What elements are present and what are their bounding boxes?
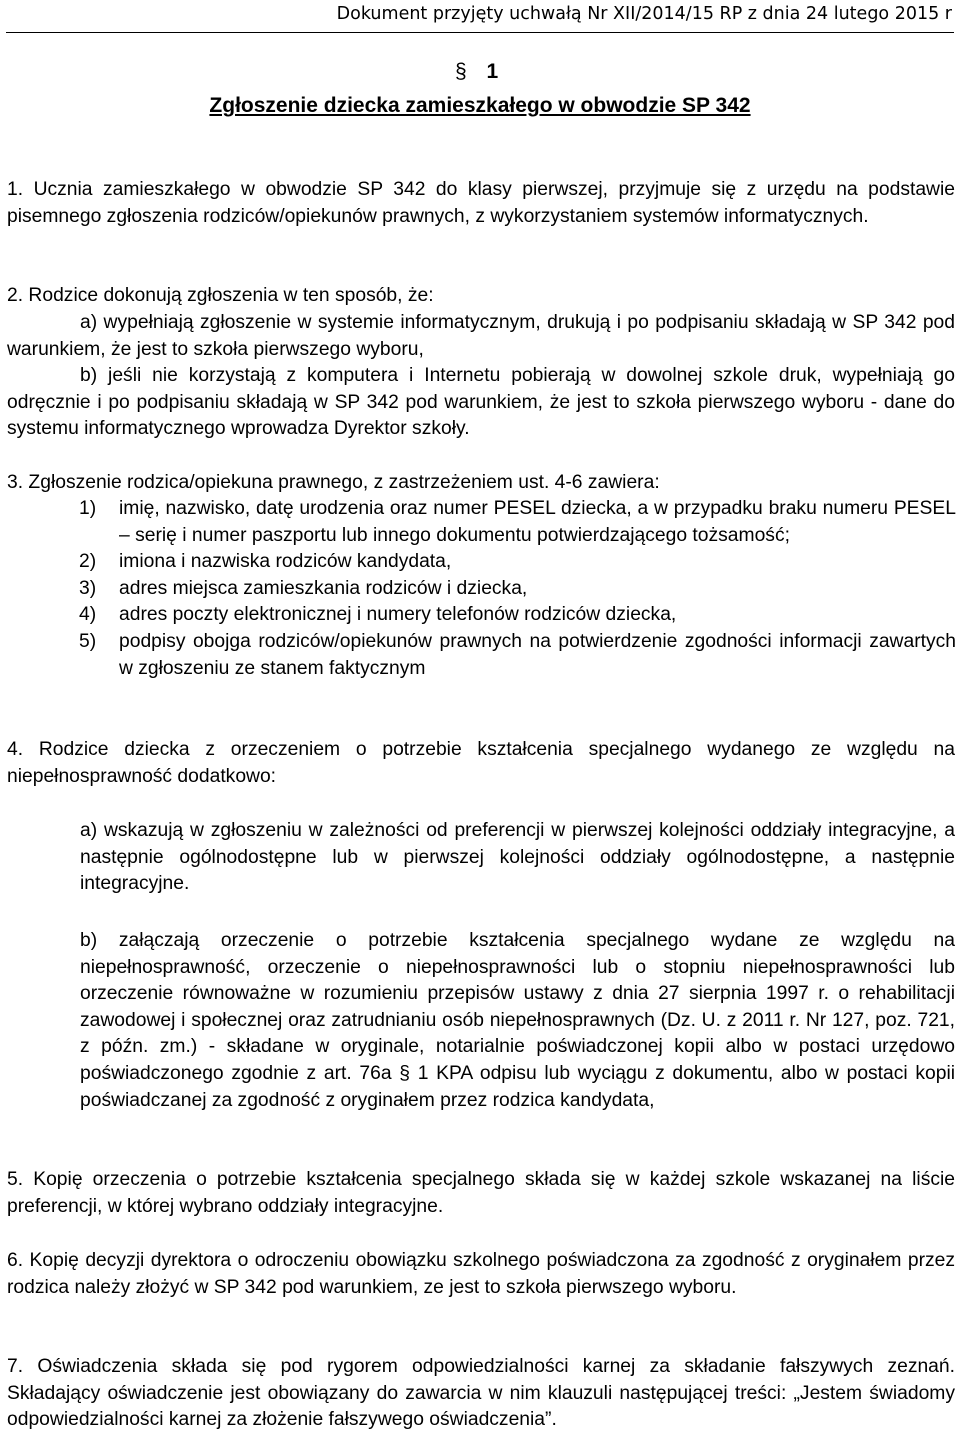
header-divider — [6, 32, 954, 33]
paragraph-5: 5. Kopię orzeczenia o potrzebie kształcenia specjalnego składa się w każdej szkole wskazanej na liście preferencji, w której wybrano oddziały integracyjne. — [7, 1169, 955, 1217]
list-item-number: 2) — [79, 551, 97, 573]
paragraph-7: 7. Oświadczenia składa się pod rygorem odpowiedzialności karnej za składanie fałszywych zeznań. Składający oświadczenie jest obowiązany do zawarcia w nim klauzuli następującej treści: „Jestem świadomy odpowiedzialności karnej za złożenie fałszywego oświadczenia”. — [7, 1356, 955, 1431]
list-item — [79, 629, 956, 682]
paragraph-3-intro: 3. Zgłoszenie rodzica/opiekuna prawnego, z zastrzeżeniem ust. 4-6 zawiera: — [7, 472, 660, 493]
paragraph-4-intro: 4. Rodzice dziecka z orzeczeniem o potrzebie kształcenia specjalnego wydanego ze względu na niepełnosprawność dodatkowo: — [7, 739, 955, 787]
list-item — [79, 576, 956, 603]
section-number: 1 — [486, 60, 499, 83]
paragraph-4-b-part1: b) załączają orzeczenie o potrzebie kształcenia specjalnego wydane ze względu na niepełnosprawność, orzeczenie o niepełnosprawności lub o stopniu niepełnosprawności lub orzeczenie równoważne w rozumieniu przepisów ustawy z dnia 27 sierpnia 1997 r. o rehabilitacji zawodowej i społecznej oraz zatrudnianiu osób niepełnosprawnych (Dz. U. z 2011 r. Nr 127, poz. 721, z późn. zm.) - składane w oryginale, notarialnie poświadczonej kopii albo w postaci urzędowo poświadczonego zgodnie z art. 76a — [80, 930, 955, 1084]
document-title: Zgłoszenie dziecka zamieszkałego w obwodzie SP 342 — [209, 94, 751, 117]
list-item-text: adres poczty elektronicznej i numery telefonów rodziców dziecka, — [119, 604, 677, 626]
paragraph-4-a: a) wskazują w zgłoszeniu w zależności od preferencji w pierwszej kolejności oddziały integracyjne, a następnie ogólnodostępne lub w pierwszej kolejności oddziały ogólnodostępne, a następnie integracyjne. — [80, 820, 955, 895]
section-mark: § — [455, 60, 467, 83]
list-item-number: 1) — [79, 498, 97, 519]
paragraph-4-b-part2: 1 KPA odpisu lub wyciągu z dokumentu, albo w postaci kopii poświadczanej za zgodność z oryginałem przez rodzica kandydata, — [80, 1062, 956, 1111]
list-item-number: 4) — [79, 604, 97, 626]
list-item-number: 3) — [79, 577, 97, 599]
section-mark: § — [399, 1062, 410, 1084]
list-item-text: imiona i nazwiska rodziców kandydata, — [119, 551, 452, 573]
list-item — [79, 549, 956, 576]
paragraph-1: 1. Ucznia zamieszkałego w obwodzie SP 342 do klasy pierwszej, przyjmuje się z urzędu na podstawie pisemnego zgłoszenia rodziców/opiekunów prawnych, z wykorzystaniem systemów informatycznych. — [7, 179, 955, 227]
section-heading — [455, 58, 535, 86]
list-item — [79, 602, 956, 629]
list-item — [79, 496, 956, 549]
paragraph-2-b: b) jeśli nie korzystają z komputera i Internetu pobierają w dowolnej szkole druk, wypełniają go odręcznie i po podpisaniu składają w SP 342 pod warunkiem, że jest to szkoła pierwszego wyboru - dane do systemu informatycznego wprowadza Dyrektor szkoły. — [7, 365, 955, 440]
paragraph-3-list — [79, 496, 956, 682]
list-item-text: adres miejsca zamieszkania rodziców i dziecka, — [119, 577, 528, 599]
paragraph-2-a: a) wypełniają zgłoszenie w systemie informatycznym, drukują i po podpisaniu składają w SP 342 pod warunkiem, że jest to szkoła pierwszego wyboru, — [7, 312, 955, 360]
list-item-text: podpisy obojga rodziców/opiekunów prawnych na potwierdzenie zgodności informacji zawartych w zgłoszeniu ze stanem faktycznym — [119, 630, 956, 679]
paragraph-2-intro: 2. Rodzice dokonują zgłoszenia w ten sposób, że: — [7, 285, 434, 306]
document-header: Dokument przyjęty uchwałą Nr XII/2014/15 RP z dnia 24 lutego 2015 r — [336, 4, 952, 24]
list-item-text: imię, nazwisko, datę urodzenia oraz numer PESEL dziecka, a w przypadku braku numeru PESEL – serię i numer paszportu lub innego dokumentu potwierdzającego tożsamość; — [119, 498, 956, 546]
paragraph-6: 6. Kopię decyzji dyrektora o odroczeniu obowiązku szkolnego poświadczona za zgodność z oryginałem przez rodzica należy złożyć w SP 342 pod warunkiem, ze jest to szkoła pierwszego wyboru. — [7, 1250, 955, 1298]
list-item-number: 5) — [79, 630, 97, 652]
paragraph-4-b — [80, 928, 955, 1114]
